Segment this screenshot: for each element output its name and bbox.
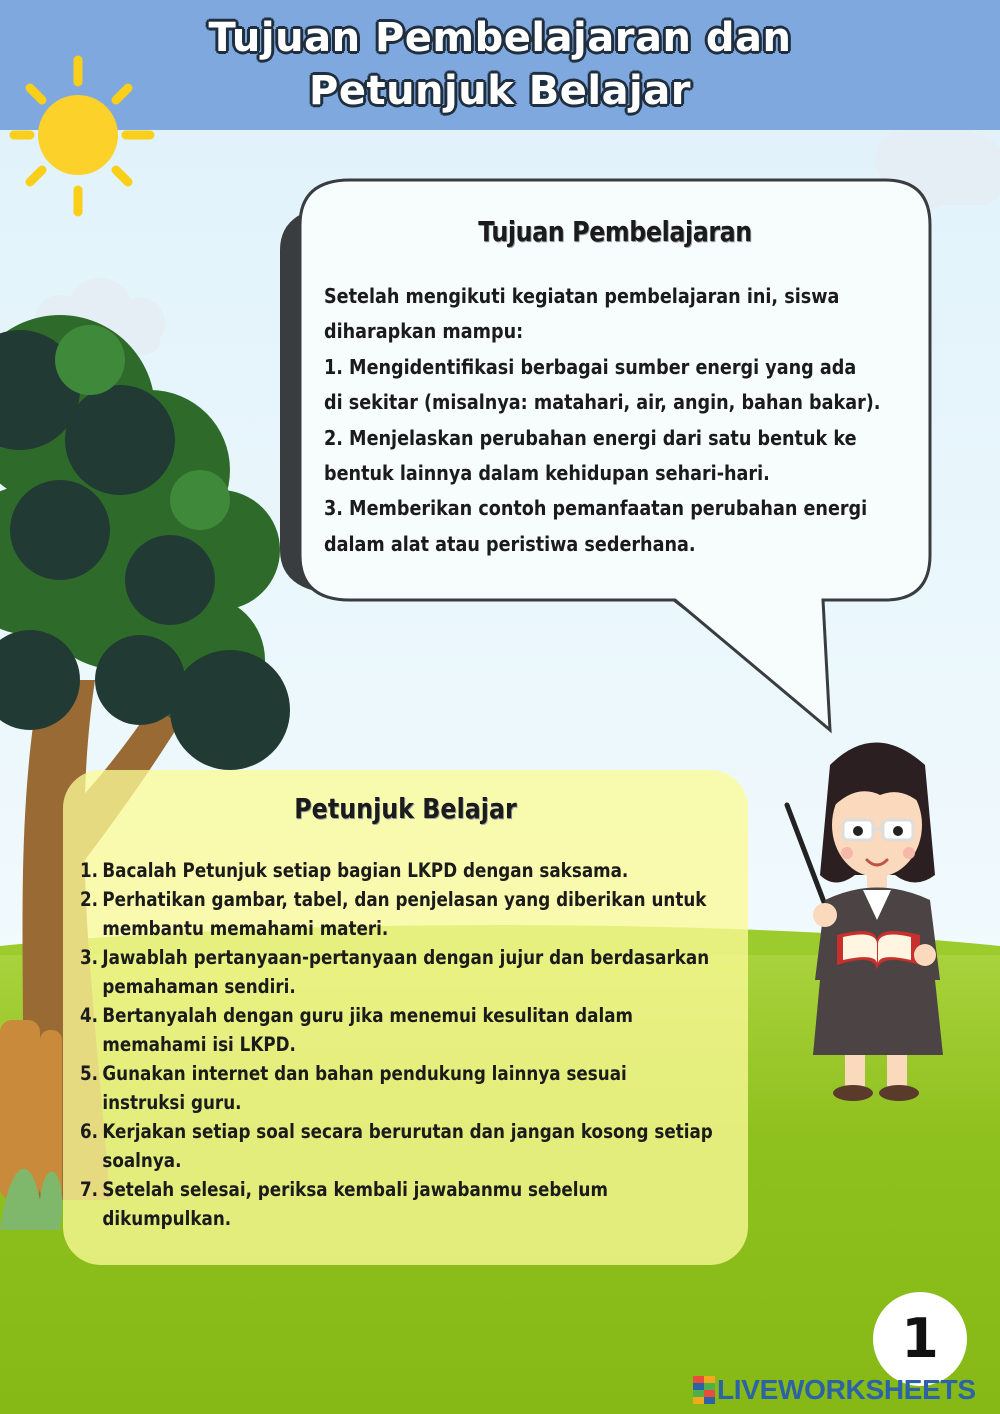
list-item-number: 2. [80, 888, 99, 911]
sun-icon [0, 50, 160, 220]
list-item-text: soalnya. [102, 1149, 182, 1172]
list-item [80, 856, 734, 885]
list-item-text: Kerjakan setiap soal secara berurutan dan jangan kosong setiap [102, 1120, 713, 1143]
guide-title: Petunjuk Belajar [294, 792, 517, 825]
objectives-line: 2. Menjelaskan perubahan energi dari satu bentuk ke [324, 425, 857, 450]
list-item-text: Gunakan internet dan bahan pendukung lainnya sesuai [102, 1062, 627, 1085]
list-item [80, 885, 734, 943]
liveworksheets-logo-icon [693, 1376, 715, 1404]
list-item-text: Bertanyalah dengan guru jika menemui kesulitan dalam [102, 1004, 633, 1027]
liveworksheets-text: LIVEWORKSHEETS [717, 1374, 976, 1405]
list-item-text: membantu memahami materi. [102, 917, 389, 940]
objectives-line: di sekitar (misalnya: matahari, air, angin, bahan bakar). [324, 390, 881, 415]
list-item-text: Perhatikan gambar, tabel, dan penjelasan yang diberikan untuk [102, 888, 707, 911]
objectives-line: 3. Memberikan contoh pemanfaatan perubahan energi [324, 496, 868, 521]
list-item-number: 4. [80, 1004, 99, 1027]
list-item-number: 3. [80, 946, 99, 969]
list-item-number: 5. [80, 1062, 99, 1085]
liveworksheets-watermark [693, 1374, 976, 1406]
objectives-line: diharapkan mampu: [324, 319, 524, 344]
objectives-line: Setelah mengikuti kegiatan pembelajaran ini, siswa [324, 284, 840, 308]
list-item [80, 1059, 734, 1117]
list-item-text: memahami isi LKPD. [102, 1033, 296, 1056]
list-item-text: Setelah selesai, periksa kembali jawabanmu sebelum [102, 1178, 608, 1201]
list-item-text: Jawablah pertanyaan-pertanyaan dengan jujur dan berdasarkan [102, 946, 710, 969]
list-item-number: 7. [80, 1178, 99, 1201]
list-item [80, 943, 734, 1001]
page-title: Tujuan Pembelajaran dan Petunjuk Belajar [208, 15, 792, 114]
list-item [80, 1175, 734, 1233]
list-item-text: instruksi guru. [102, 1091, 242, 1114]
objectives-title: Tujuan Pembelajaran [478, 215, 752, 248]
guide-list [80, 856, 734, 1233]
list-item [80, 1001, 734, 1059]
teacher-icon [775, 725, 975, 1105]
objectives-text [324, 279, 922, 562]
list-item-number: 6. [80, 1120, 99, 1143]
objectives-line: 1. Mengidentifikasi berbagai sumber energi yang ada [324, 354, 857, 379]
list-item [80, 1117, 734, 1175]
list-item-text: Bacalah Petunjuk setiap bagian LKPD dengan saksama. [102, 859, 629, 882]
list-item-number: 1. [80, 859, 99, 882]
page-number: 1 [873, 1292, 967, 1386]
objectives-line: dalam alat atau peristiwa sederhana. [324, 531, 696, 556]
list-item-text: dikumpulkan. [102, 1207, 232, 1230]
objectives-line: bentuk lainnya dalam kehidupan sehari-hari. [324, 461, 770, 486]
list-item-text: pemahaman sendiri. [102, 975, 296, 998]
